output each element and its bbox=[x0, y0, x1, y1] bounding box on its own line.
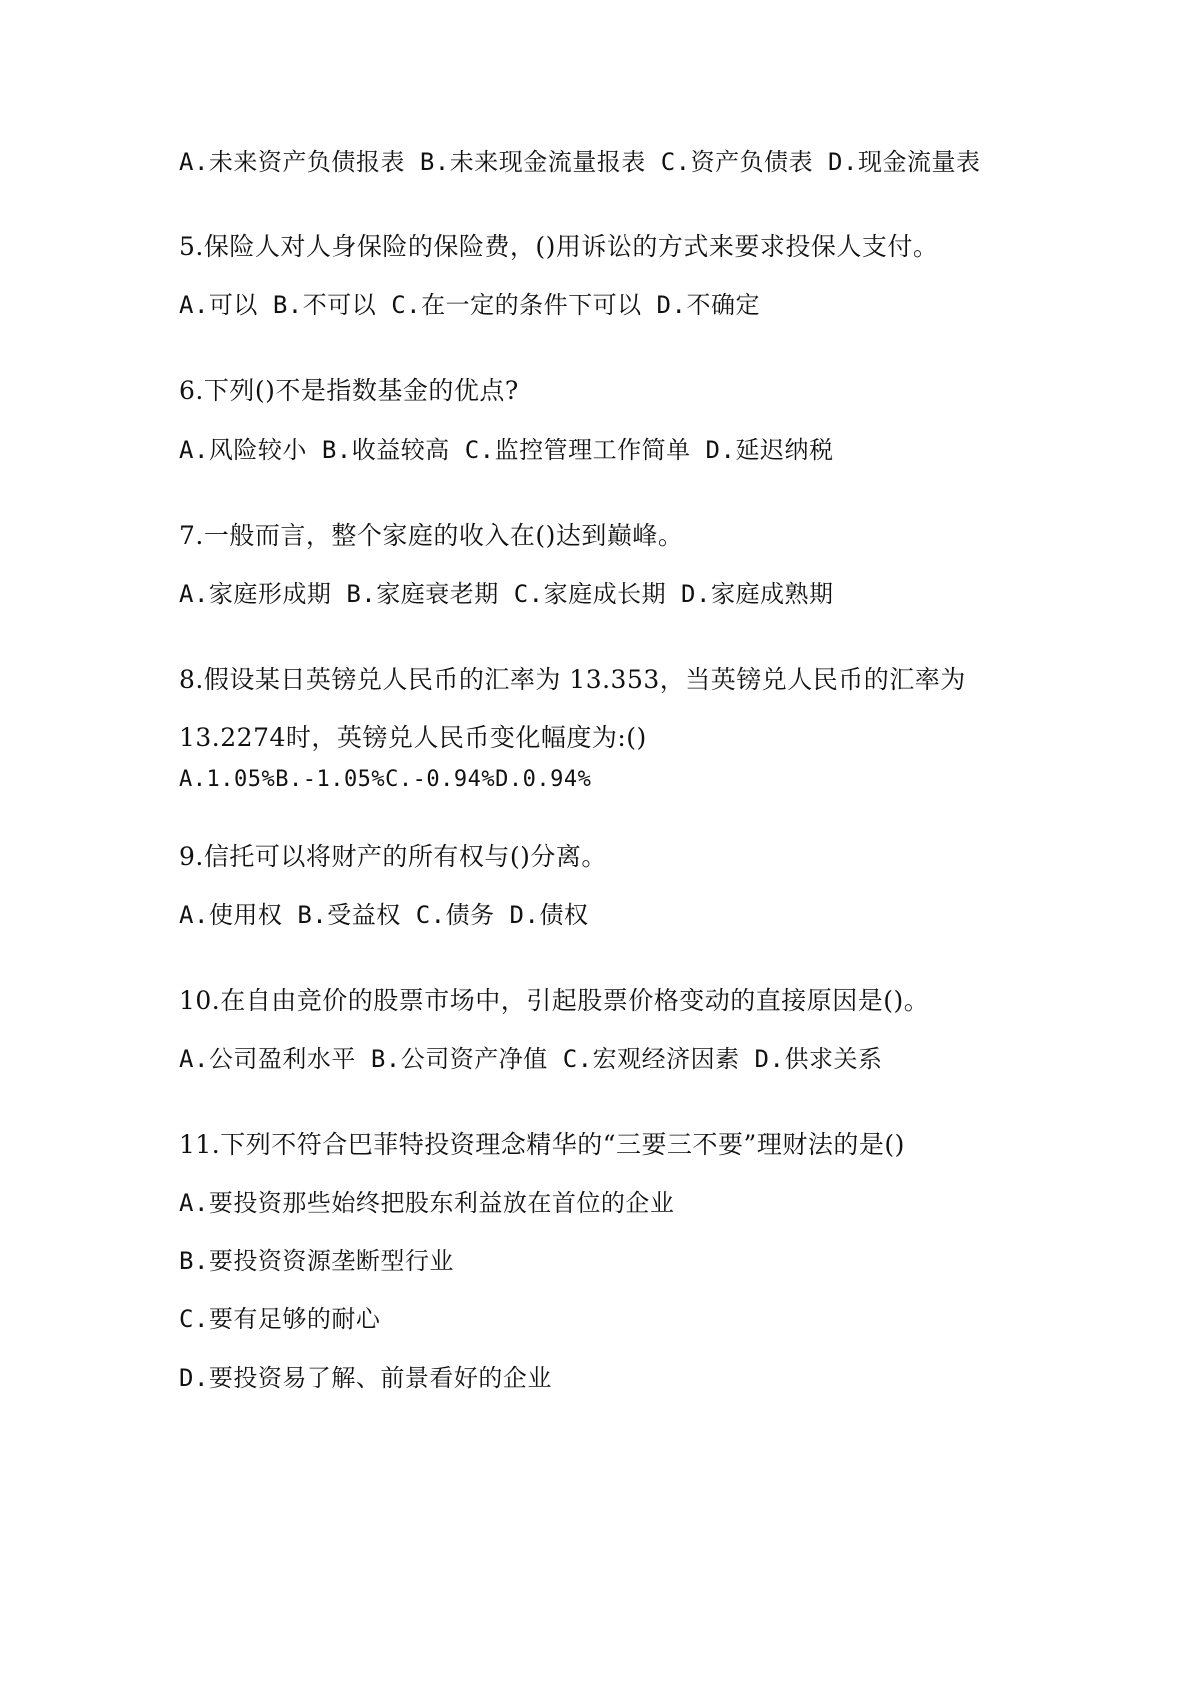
q9-question: 9.信托可以将财产的所有权与()分离。 bbox=[179, 842, 607, 871]
q8-question-line2: 13.2274时，英镑兑人民币变化幅度为:() bbox=[179, 723, 647, 752]
q11-option-d: D.要投资易了解、前景看好的企业 bbox=[179, 1364, 552, 1392]
q11-question: 11.下列不符合巴菲特投资理念精华的“三要三不要”理财法的是() bbox=[179, 1130, 905, 1159]
q6-question: 6.下列()不是指数基金的优点? bbox=[179, 376, 519, 405]
q11-option-c: C.要有足够的耐心 bbox=[179, 1305, 381, 1333]
q9-options: A.使用权 B.受益权 C.债务 D.债权 bbox=[179, 901, 589, 929]
q11-option-b: B.要投资资源垄断型行业 bbox=[179, 1247, 454, 1275]
q8-options: A.1.05%B.-1.05%C.-0.94%D.0.94% bbox=[179, 767, 592, 792]
q5-options: A.可以 B.不可以 C.在一定的条件下可以 D.不确定 bbox=[179, 291, 760, 319]
q8-question-line1: 8.假设某日英镑兑人民币的汇率为 13.353，当英镑兑人民币的汇率为 bbox=[179, 665, 966, 694]
q10-question: 10.在自由竞价的股票市场中，引起股票价格变动的直接原因是()。 bbox=[179, 986, 930, 1015]
q4-options: A.未来资产负债报表 B.未来现金流量报表 C.资产负债表 D.现金流量表 bbox=[179, 148, 981, 176]
q7-options: A.家庭形成期 B.家庭衰老期 C.家庭成长期 D.家庭成熟期 bbox=[179, 580, 834, 608]
q7-question: 7.一般而言，整个家庭的收入在()达到巅峰。 bbox=[179, 521, 684, 550]
q6-options: A.风险较小 B.收益较高 C.监控管理工作简单 D.延迟纳税 bbox=[179, 436, 834, 464]
q10-options: A.公司盈利水平 B.公司资产净值 C.宏观经济因素 D.供求关系 bbox=[179, 1045, 883, 1073]
q5-question: 5.保险人对人身保险的保险费，()用诉讼的方式来要求投保人支付。 bbox=[179, 232, 939, 261]
q11-option-a: A.要投资那些始终把股东利益放在首位的企业 bbox=[179, 1189, 675, 1217]
